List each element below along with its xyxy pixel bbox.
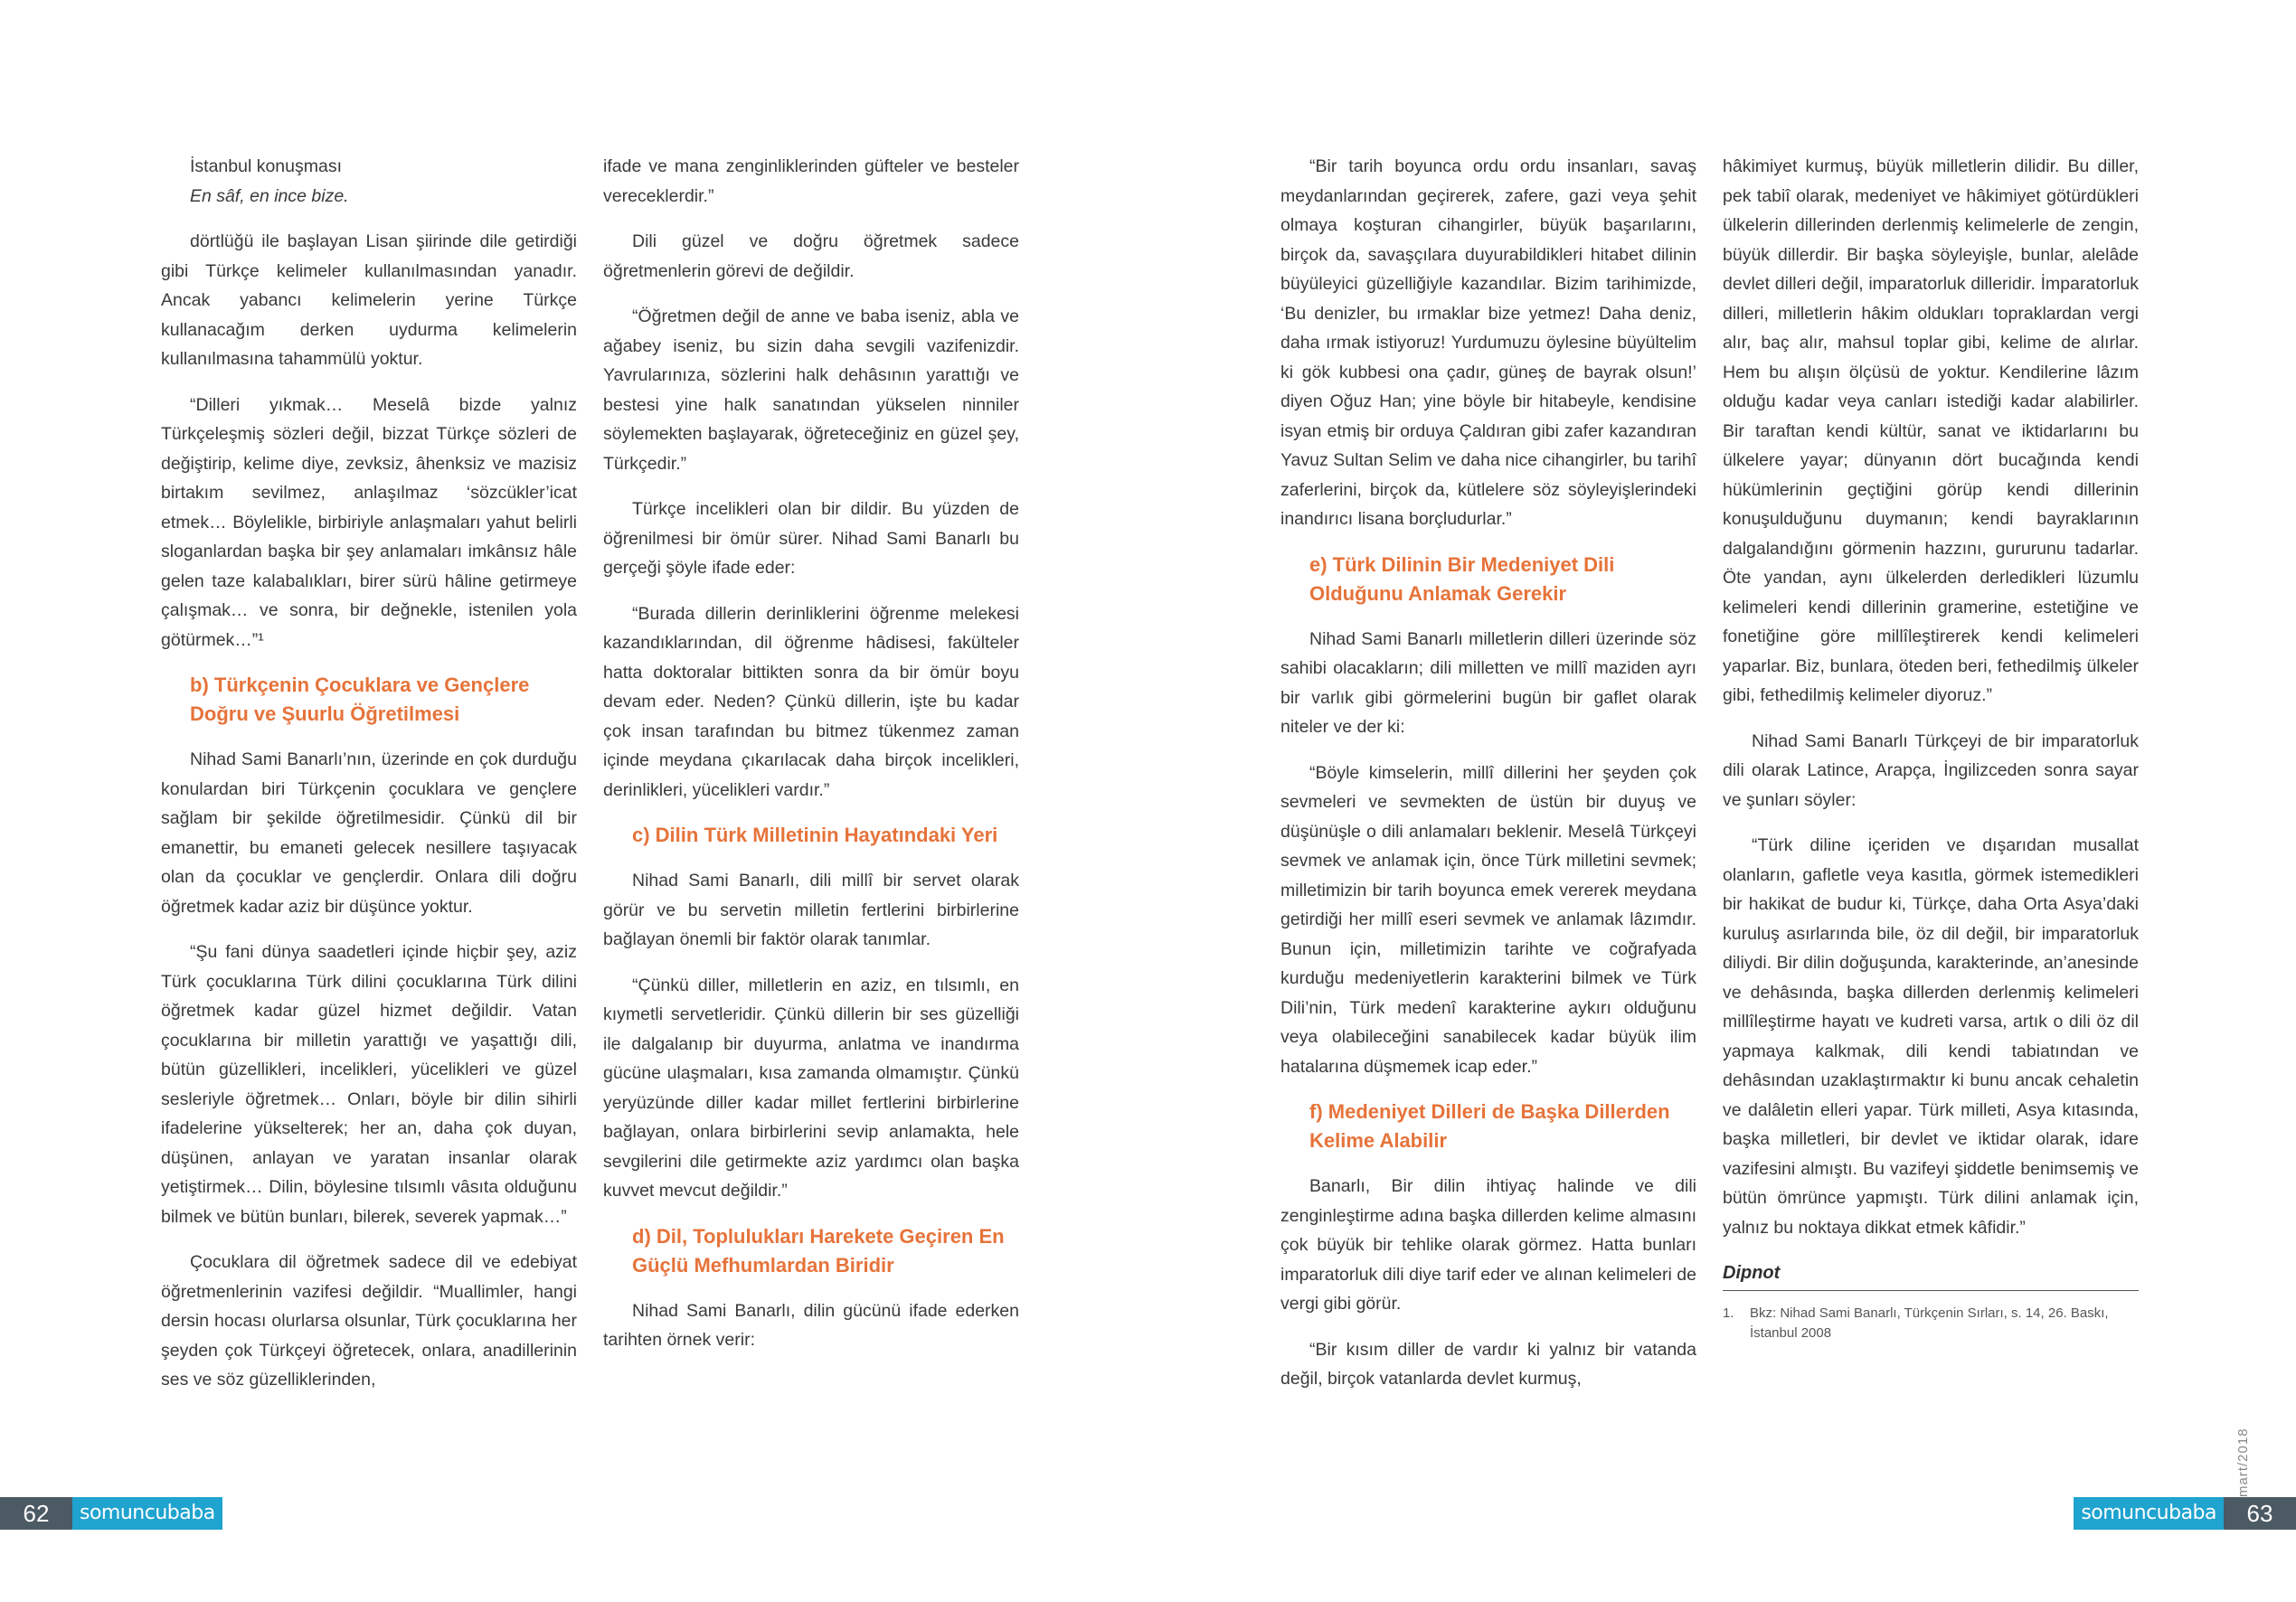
column-4 <box>1723 152 2139 1343</box>
quote-paragraph: “Öğretmen değil de anne ve baba iseniz, abla ve ağabey iseniz, bu sizin daha sevgili vazifenizdir. Yavrularınıza, sözlerini halk dehâsının yarattığı ve bestesi yine halk sanatından yükselen ninniler söylemekten başlayarak, öğreteceğiniz en güzel şey, Türkçedir.” <box>603 306 1019 474</box>
quote-paragraph: “Dilleri yıkmak… Meselâ bizde yalnız Türkçeleşmiş sözleri değil, bizzat Türkçe sözleri de değiştirip, kelime diye, zevksiz, âhenksiz ve mazisiz birtakım sevilmez, anlaşılmaz ‘sözcükler’icat etmek… Böylelikle, birbiriyle anlaşmaları yahut belirli sloganlardan başka bir şey anlamaları imkânsız hâle gelen taze kalabalıkları, birer sürü hâline getirmeye çalışmak… ve sonra, bir değnekle, istenilen yola götürmek…”¹ <box>161 394 577 650</box>
section-heading-b: b) Türkçenin Çocuklara ve Gençlere Doğru ve Şuurlu Öğretilmesi <box>190 674 530 725</box>
page-footer-right <box>2074 1497 2296 1530</box>
section-heading-d: d) Dil, Toplulukları Harekete Geçiren En Güçlü Mefhumlardan Biridir <box>632 1224 1005 1277</box>
footnote-text: Bkz: Nihad Sami Banarlı, Türkçenin Sırları, s. 14, 26. Baskı, İstanbul 2008 <box>1750 1305 2109 1341</box>
quote-paragraph: “Şu fani dünya saadetleri içinde hiçbir şey, aziz Türk çocuklarına Türk dilini çocuklarına Türk dilini öğretmek kadar güzel hizmet değildir. Vatan çocuklarına bir milletin yarattığı ve yaşattığı dili, bütün güzellikleri, incelikleri, yücelikleri ve güzel sesleriyle öğretmek… Onları, böyle bir dilin sihirli ifadelerine yükselterek; her an, daha çok duyan, düşünen, anlayan ve yaratan insanlar olarak yetiştirmek… Dilin, böylesine tılsımlı vâsıta olduğunu bilmek ve bütün bunları, bilerek, severek yapmak…” <box>161 942 577 1227</box>
quote-paragraph: “Türk diline içeriden ve dışarıdan musallat olanların, gafletle veya kasıtla, görmek istemedikleri bir hakikat de budur ki, Türkçe, daha Orta Asya’daki kuruluş asırlarında bile, öz dil değil, bir imparatorluk diliydi. Bir dilin doğuşunda, karakterinde, an’anesinde ve dehâsında, başka dillerden derlenmiş kelimeleri millîleştirme hayatı ve kudreti varsa, artık o dili öz dil yapmaya kalkmak, dili kendi tabiatından ve dehâsından uzaklaştırmaktır ki bunu ancak cehaletin ve dalâletin elleri yapar. Türk milleti, Asya kıtasında, başka milletleri, bir devlet ve iktidar olarak, idare vazifesini almıştı. Bu vazifeyi şiddetle benimsemiş ve bütün ömrünce yapmıştı. Türk dilini anlamak için, yalnız bu noktaya dikkat etmek kâfidir.” <box>1723 835 2139 1238</box>
quote-paragraph: “Bir kısım diller de vardır ki yalnız bir vatanda değil, birçok vatanlarda devlet kurmuş, <box>1280 1339 1696 1389</box>
paragraph: dörtlüğü ile başlayan Lisan şiirinde dile getirdiği gibi Türkçe kelimeler kullanılmasından yanadır. Ancak yabancı kelimelerin yerine Türkçe kullanacağım derken uydurma kelimelerin kullanılmasına tahammülü yoktur. <box>161 231 577 369</box>
column-3 <box>1280 152 1696 1410</box>
paragraph: Dili güzel ve doğru öğretmek sadece öğretmenlerin görevi de değildir. <box>603 231 1019 281</box>
column-1 <box>161 152 577 1411</box>
section-heading-c: c) Dilin Türk Milletinin Hayatındaki Yeri <box>632 824 998 846</box>
quote-paragraph: “Çünkü diller, milletlerin en aziz, en tılsımlı, en kıymetli servetleridir. Çünkü dillerin bir ses güzelliği ile dalgalanıp bir duyurma, anlatma ve inandırma gücüne ulaşmaları, kısa zamanda olmamıştır. Çünkü yeryüzünde diller kadar millet fertlerini birbirlerine bağlayan, onlara birbirlerini sevip anlamakta, hele sevgilerini dile getirmekte aziz yardımcı olan başka kuvvet mevcut değildir.” <box>603 975 1019 1201</box>
page-footer-left <box>0 1497 222 1530</box>
footnote <box>1723 1304 2139 1343</box>
verse-line-1: İstanbul konuşması <box>190 156 343 176</box>
paragraph: Nihad Sami Banarlı Türkçeyi de bir imparatorluk dili olarak Latince, Arapça, İngilizceden sonra sayar ve şunları söyler: <box>1723 730 2139 810</box>
verse-line-2: En sâf, en ince bize. <box>190 185 349 206</box>
footnotes-title: Dipnot <box>1723 1258 2139 1291</box>
paragraph: Türkçe incelikleri olan bir dildir. Bu yüzden de öğrenilmesi bir ömür sürer. Nihad Sami Banarlı bu gerçeği şöyle ifade eder: <box>603 499 1019 578</box>
quote-paragraph: “Bir tarih boyunca ordu ordu insanları, savaş meydanlarından geçirerek, zafere, gazi veya şehit olmaya koşturan cihangirler, büyük başarılarını, birçok da, savaşçılara duyurabildikleri hitabet dilinin büyüleyici güzelliğiyle kazandılar. Bizim tarihimizde, ‘Bu denizler, bu ırmaklar bize yetmez! Daha deniz, daha ırmak istiyoruz! Yurdumuzu öylesine büyültelim ki gök kubbesi ona çadır, güneş de bayrak olsun!’ diyen Oğuz Han; yine böyle bir hitabeyle, kendisine isyan etmiş bir orduya Çaldıran gibi zafer kazandıran Yavuz Sultan Selim ve daha nice cihangirler, bu tarihî zaferlerini, birçok da, kütlelere söz söyleyişlerindeki inandırıcı lisana borçludurlar.” <box>1280 156 1696 529</box>
page-number-left: 62 <box>0 1497 72 1530</box>
section-heading-e: e) Türk Dilinin Bir Medeniyet Dili Olduğunu Anlamak Gerekir <box>1309 552 1615 605</box>
issue-date: mart/2018 <box>2235 1428 2251 1497</box>
paragraph: Banarlı, Bir dilin ihtiyaç halinde ve dili zenginleştirme adına başka dillerden kelime almasını çok büyük bir tehlike olarak görmez. Hatta bunları imparatorluk dili diye tarif eder ve alınan kelimeleri de vergi gibi görür. <box>1280 1176 1696 1314</box>
brand-logo-left: somuncubaba <box>72 1497 222 1530</box>
quote-paragraph: “Burada dillerin derinliklerini öğrenme melekesi kazandıklarından, dil öğrenme hâdisesi, fakülteler hatta doktoralar bittikten sonra da bir ömür boyu devam eder. Neden? Çünkü dillerin, işte bu kadar çok insan tarafından bu bitmez tükenmez zaman içinde meydana çıkarılacak daha birçok incelikleri, derinlikleri, yücelikleri vardır.” <box>603 603 1019 800</box>
paragraph: Nihad Sami Banarlı’nın, üzerinde en çok durduğu konulardan biri Türkçenin çocuklara ve gençlere sağlam bir şekilde öğretilmesidir. Çünkü dil bir emanettir, bu emaneti gelecek nesillere taşıyacak olan da çocuklar ve gençlerdir. Onlara dili doğru öğretmek kadar aziz bir düşünce yoktur. <box>161 749 577 917</box>
paragraph: Nihad Sami Banarlı, dilin gücünü ifade ederken tarihten örnek verir: <box>603 1300 1019 1350</box>
brand-logo-right: somuncubaba <box>2074 1497 2224 1530</box>
page-number-right: 63 <box>2224 1497 2296 1530</box>
paragraph: Nihad Sami Banarlı milletlerin dilleri üzerinde söz sahibi olacakların; dili milletten ve millî maziden ayrı bir varlık gibi görmelerini bugün bir gaflet olarak niteler ve der ki: <box>1280 628 1696 737</box>
column-2 <box>603 152 1019 1371</box>
footnote-number: 1. <box>1723 1305 1734 1321</box>
section-heading-f: f) Medeniyet Dilleri de Başka Dillerden Kelime Alabilir <box>1309 1100 1670 1152</box>
paragraph: ifade ve mana zenginliklerinden güfteler ve besteler vereceklerdir.” <box>603 156 1019 206</box>
paragraph: Çocuklara dil öğretmek sadece dil ve edebiyat öğretmenlerinin vazifesi değildir. “Muallimler, hangi dersin hocası olurlarsa olsunlar, Türk çocuklarına her şeyden çok Türkçeyi öğretecek, onlara, anadillerinin ses ve söz güzelliklerinden, <box>161 1252 577 1390</box>
paragraph: Nihad Sami Banarlı, dili millî bir servet olarak görür ve bu servetin milletin fertlerini birbirlerine bağlayan önemli bir faktör olarak tanımlar. <box>603 871 1019 949</box>
paragraph: hâkimiyet kurmuş, büyük milletlerin dilidir. Bu diller, pek tabiî olarak, medeniyet ve hâkimiyet götürdükleri ülkelerin dillerinden derlenmiş kelimelerle de zengin, büyük dillerdir. Bir başka söyleyişle, bunlar, alelâde devlet dilleri değil, imparatorluk dilleridir. İmparatorluk dilleri, milletlerin hâkim oldukları topraklardan vergi alır, baç alır, mahsul toplar gibi, kelime de alırlar. Hem bu alışın ölçüsü de yoktur. Kendilerine lâzım olduğu kadar veya canları istediği kadar alabilirler. Bir taraftan kendi kültür, sanat ve iktidarlarını bu ülkelere yayar; dünyanın dört bucağında kendi hükümlerinin geçtiğini görüp kendi dillerinin konuşulduğunu duymanın; kendi bayraklarının dalgalandığını görmenin hazzını, gururunu tadarlar. Öte yandan, aynı ülkelerden derledikleri lüzumlu kelimeleri kendi dillerinin gramerine, estetiğine ve fonetiğine göre millîleştirerek kendi kelimeleri yaparlar. Biz, bunlara, öteden beri, fethedilmiş ülkeler gibi, fethedilmiş kelimeler diyoruz.” <box>1723 156 2139 705</box>
quote-paragraph: “Böyle kimselerin, millî dillerini her şeyden çok sevmeleri ve sevmekten de üstün bir duyuş ve düşünüşle o dili anlamaları beklenir. Meselâ Türkçeyi sevmek ve anlamak için, önce Türk milletini sevmek; milletimizin bir tarih boyunca emek vererek meydana getirdiği her millî eseri sevmek ve anlamak lâzımdır. Bunun için, milletimizin tarihte ve coğrafyada kurduğu medeniyetlerin karakterini bilmek ve Türk Dili’nin, Türk medenî karakterine aykırı olduğunu veya olabileceğini sanabilecek kadar büyük ilim hatalarına düşmemek icap eder.” <box>1280 762 1696 1077</box>
